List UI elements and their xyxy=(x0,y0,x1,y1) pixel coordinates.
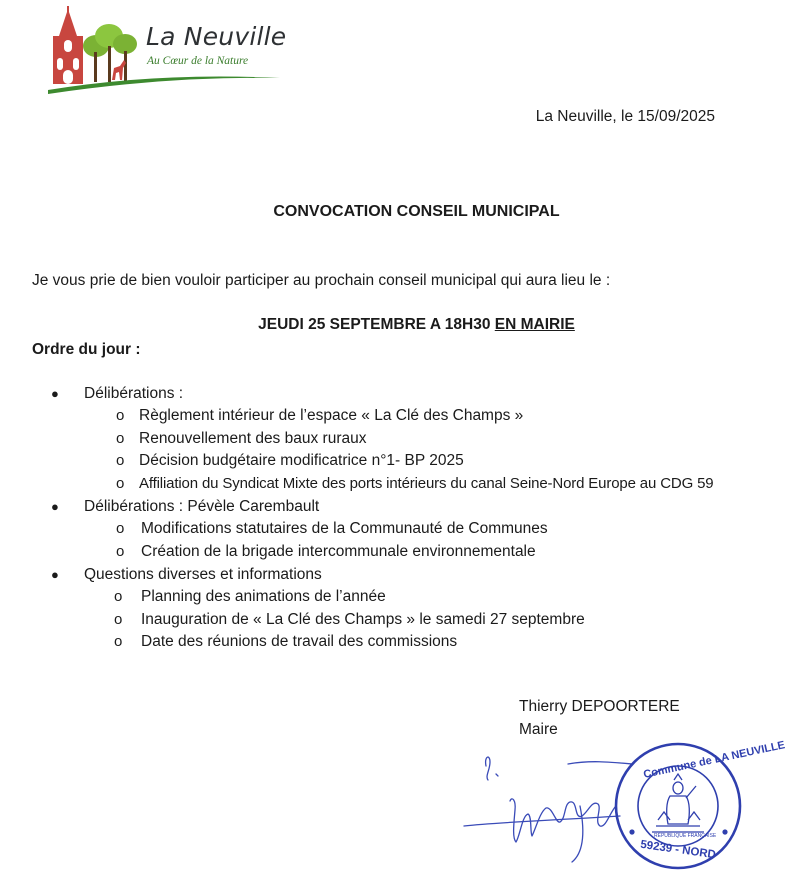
bullet-icon: ● xyxy=(51,499,59,514)
circle-bullet-icon: o xyxy=(116,429,125,447)
agenda-item-text: Décision budgétaire modificatrice n°1- BP 2025 xyxy=(139,452,464,469)
circle-bullet-icon: o xyxy=(114,610,123,628)
agenda-item xyxy=(0,586,803,609)
circle-bullet-icon: o xyxy=(116,542,125,560)
agenda-section xyxy=(0,382,803,405)
agenda-item-text: Règlement intérieur de l’espace « La Clé des Champs » xyxy=(139,407,524,424)
signatory-name: Thierry DEPOORTERE xyxy=(519,698,680,715)
circle-bullet-icon: o xyxy=(116,520,125,537)
agenda-section-label: Questions diverses et informations xyxy=(84,566,322,583)
meeting-location: EN MAIRIE xyxy=(494,316,575,333)
intro-paragraph: Je vous prie de bien vouloir participer au prochain conseil municipal qui aura lieu le : xyxy=(32,272,611,289)
stamp-inner-text: RÉPUBLIQUE FRANÇAISE xyxy=(654,833,717,839)
agenda-item xyxy=(0,473,803,496)
letterhead-logo xyxy=(48,6,288,94)
agenda-section xyxy=(0,563,803,586)
agenda-item-text: Planning des animations de l’année xyxy=(141,588,386,605)
agenda-list xyxy=(0,382,803,654)
agenda-item-text: Affiliation du Syndicat Mixte des ports intérieurs du canal Seine-Nord Europe au CDG 59 xyxy=(139,474,714,492)
stamp-bottom-text: 59239 - NORD xyxy=(639,838,717,862)
stamp-top-text: Commune de LA NEUVILLE xyxy=(642,739,787,781)
bullet-icon: ● xyxy=(51,386,59,401)
circle-bullet-icon: o xyxy=(114,588,123,605)
letterhead-tagline: Au Cœur de la Nature xyxy=(147,55,249,67)
agenda-item-text: Modifications statutaires de la Communauté de Communes xyxy=(141,520,548,537)
agenda-item xyxy=(0,609,803,632)
agenda-item xyxy=(0,450,803,473)
agenda-item-text: Renouvellement des baux ruraux xyxy=(139,429,367,447)
bullet-icon: ● xyxy=(51,567,59,582)
circle-bullet-icon: o xyxy=(116,474,125,492)
meeting-line xyxy=(0,316,803,334)
letterhead-name: La Neuville xyxy=(146,22,287,51)
agenda-section-label: Délibérations : Pévèle Carembault xyxy=(84,498,320,515)
circle-bullet-icon: o xyxy=(116,407,125,424)
agenda-item-text: Inauguration de « La Clé des Champs » le samedi 27 septembre xyxy=(141,610,585,628)
agenda-item xyxy=(0,518,803,541)
agenda-item xyxy=(0,428,803,451)
agenda-item-text: Date des réunions de travail des commissions xyxy=(141,633,458,650)
agenda-item xyxy=(0,541,803,564)
date-line: La Neuville, le 15/09/2025 xyxy=(535,108,715,125)
agenda-item-text: Création de la brigade intercommunale environnementale xyxy=(141,542,536,560)
meeting-date-time: JEUDI 25 SEPTEMBRE A 18H30 xyxy=(258,316,491,333)
agenda-section xyxy=(0,495,803,518)
circle-bullet-icon: o xyxy=(116,452,125,469)
agenda-heading: Ordre du jour : xyxy=(32,341,141,358)
signatory-role: Maire xyxy=(519,721,558,738)
agenda-section-label: Délibérations : xyxy=(84,385,184,402)
official-stamp xyxy=(612,739,787,872)
agenda-item xyxy=(0,405,803,428)
circle-bullet-icon: o xyxy=(114,633,123,650)
agenda-item xyxy=(0,631,803,654)
document-title: CONVOCATION CONSEIL MUNICIPAL xyxy=(273,203,560,220)
